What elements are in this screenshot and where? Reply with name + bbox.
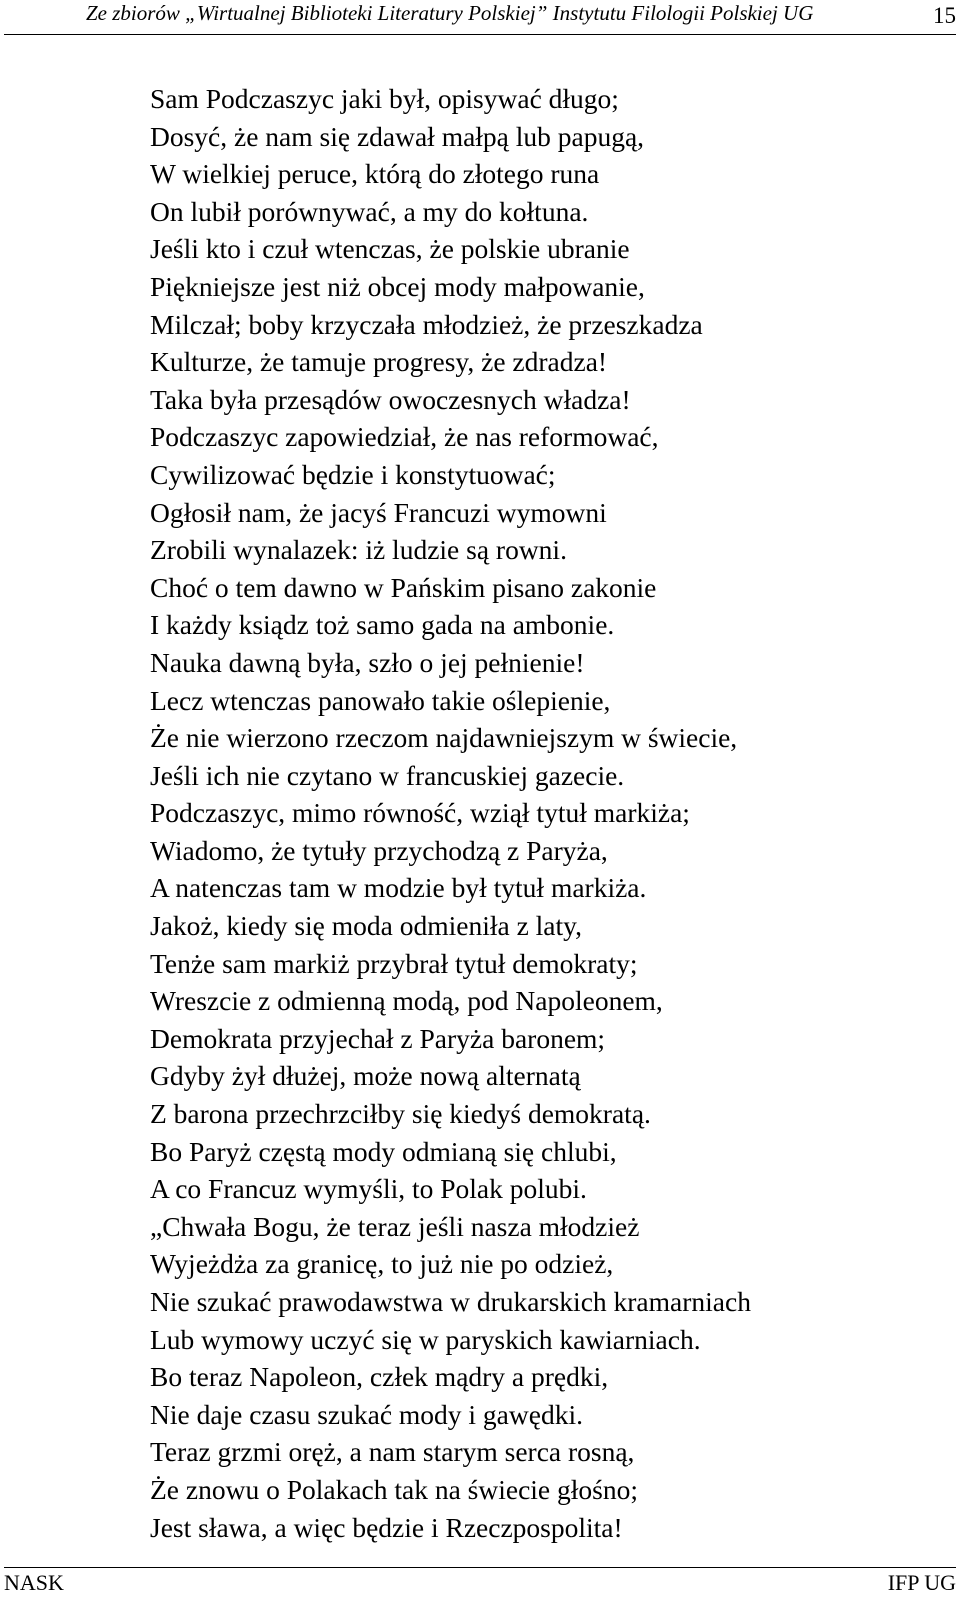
footer-right-label: IFP UG: [887, 1570, 956, 1595]
poem-line: Bo Paryż częstą mody odmianą się chlubi,: [150, 1135, 617, 1167]
poem-line: Wiadomo, że tytuły przychodzą z Paryża,: [150, 834, 608, 866]
poem-line: I każdy ksiądz toż samo gada na ambonie.: [150, 609, 615, 641]
poem-line: Milczał; boby krzyczała młodzież, że przeszkadza: [150, 308, 703, 340]
header-title: Ze zbiorów „Wirtualnej Biblioteki Literatury Polskiej” Instytutu Filologii Polskiej UG: [86, 1, 814, 25]
poem-line: Choć o tem dawno w Pańskim pisano zakonie: [150, 571, 657, 603]
poem-line: Jest sława, a więc będzie i Rzeczpospolita!: [150, 1511, 623, 1543]
poem-line: Że nie wierzono rzeczom najdawniejszym w świecie,: [150, 722, 738, 754]
poem-line: Bo teraz Napoleon, człek mądry a prędki,: [150, 1361, 609, 1393]
poem-line: Podczaszyc zapowiedział, że nas reformować,: [150, 421, 659, 453]
poem-line: W wielkiej peruce, którą do złotego runa: [150, 158, 600, 190]
poem-line: Teraz grzmi oręż, a nam starym serca rosną,: [150, 1436, 635, 1468]
page-footer: [4, 1567, 956, 1616]
poem-line: Nauka dawną była, szło o jej pełnienie!: [150, 646, 585, 678]
poem-line: Podczaszyc, mimo równość, wziął tytuł markiża;: [150, 797, 690, 829]
poem-line: On lubił porównywać, a my do kołtuna.: [150, 195, 589, 227]
poem-line: Tenże sam markiż przybrał tytuł demokraty;: [150, 947, 638, 979]
poem-line: „Chwała Bogu, że teraz jeśli nasza młodzież: [150, 1210, 640, 1242]
page-number: 15: [933, 3, 956, 28]
footer-left-label: NASK: [4, 1570, 64, 1595]
poem-line: Zrobili wynalazek: iż ludzie są rowni.: [150, 534, 567, 566]
poem-line: Ogłosił nam, że jacyś Francuzi wymowni: [150, 496, 607, 528]
poem-line: Nie daje czasu szukać mody i gawędki.: [150, 1398, 583, 1430]
poem-line: A co Francuz wymyśli, to Polak polubi.: [150, 1173, 587, 1205]
poem-line: Cywilizować będzie i konstytuować;: [150, 458, 556, 490]
poem-line: Piękniejsze jest niż obcej mody małpowanie,: [150, 270, 645, 302]
poem-line: Jeśli ich nie czytano w francuskiej gazecie.: [150, 759, 625, 791]
poem-line: Demokrata przyjechał z Paryża baronem;: [150, 1022, 606, 1054]
poem-line: Wyjeżdża za granicę, to już nie po odzież,: [150, 1248, 614, 1280]
poem-text: [150, 80, 751, 1546]
poem-line: Nie szukać prawodawstwa w drukarskich kramarniach: [150, 1286, 751, 1317]
poem-line: Dosyć, że nam się zdawał małpą lub papugą,: [150, 120, 645, 152]
poem-line: A natenczas tam w modzie był tytuł markiża.: [150, 872, 647, 904]
poem-line: Z barona przechrzciłby się kiedyś demokratą.: [150, 1098, 651, 1130]
poem-line: Jeśli kto i czuł wtenczas, że polskie ubranie: [150, 233, 630, 265]
poem-line: Taka była przesądów owoczesnych władza!: [150, 383, 631, 415]
poem-line: Że znowu o Polakach tak na świecie głośno;: [150, 1473, 638, 1505]
poem-line: Wreszcie z odmienną modą, pod Napoleonem,: [150, 985, 663, 1017]
poem-line: Kulturze, że tamuje progresy, że zdradza!: [150, 346, 608, 378]
poem-line: Lecz wtenczas panowało takie oślepienie,: [150, 684, 611, 716]
poem-line: Gdyby żył dłużej, może nową alternatą: [150, 1060, 581, 1092]
poem-line: Sam Podczaszyc jaki był, opisywać długo;: [150, 83, 619, 114]
poem-line: Jakoż, kiedy się moda odmieniła z laty,: [150, 910, 582, 942]
page-header: [4, 0, 956, 35]
poem-line: Lub wymowy uczyć się w paryskich kawiarniach.: [150, 1323, 701, 1355]
